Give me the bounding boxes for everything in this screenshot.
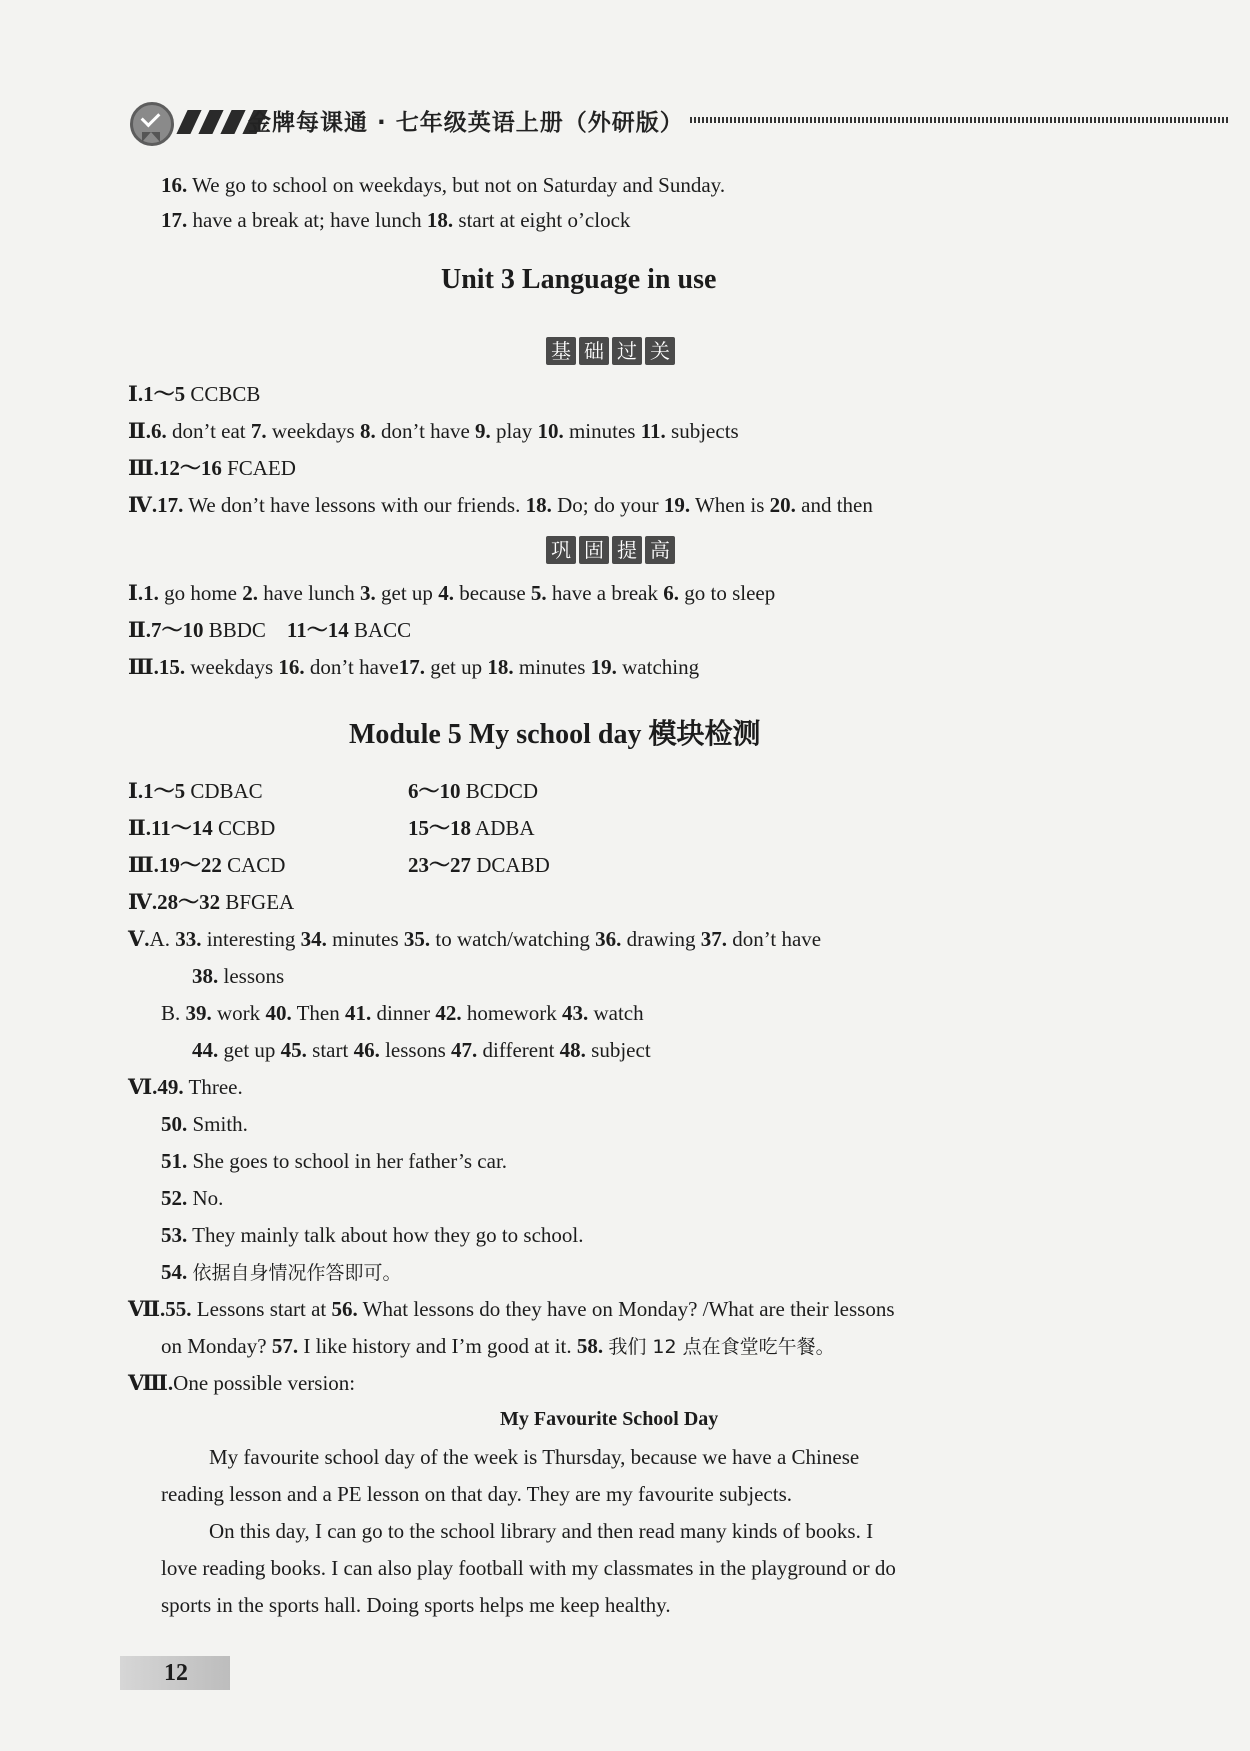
answer-line: 44. get up 45. start 46. lessons 47. different 48. subject: [192, 1038, 651, 1062]
answer-line: 6～10 BCDCD: [408, 779, 539, 803]
answer-line: Ⅵ.49. Three.: [128, 1075, 243, 1099]
answer-line: Ⅲ.19～22 CACD: [128, 853, 286, 877]
essay-line: My favourite school day of the week is Thursday, because we have a Chinese: [209, 1445, 860, 1469]
book-title: 金牌每课通 · 七年级英语上册（外研版）: [248, 110, 684, 136]
answer-line: Ⅴ.A. 33. interesting 34. minutes 35. to watch/watching 36. drawing 37. don’t have: [128, 927, 822, 951]
answer-line: Ⅳ.17. We don’t have lessons with our friends. 18. Do; do your 19. When is 20. and then: [128, 493, 873, 517]
unit-heading: Unit 3 Language in use: [441, 264, 717, 295]
page-number: 12: [164, 1660, 188, 1686]
answer-line: Ⅱ.11～14 CCBD: [128, 816, 276, 840]
essay-title: My Favourite School Day: [500, 1408, 719, 1430]
answer-line: on Monday? 57. I like history and I’m good at it. 58. 我们 12 点在食堂吃午餐。: [161, 1334, 835, 1358]
answer-line: Ⅷ.One possible version:: [128, 1371, 356, 1395]
module-heading: Module 5 My school day 模块检测: [349, 717, 761, 750]
essay-line: love reading books. I can also play football with my classmates in the playground or do: [161, 1556, 896, 1580]
ribbon-icon: [142, 132, 160, 142]
essay-line: On this day, I can go to the school library and then read many kinds of books. I: [209, 1519, 874, 1543]
answer-line: 51. She goes to school in her father’s car.: [161, 1149, 508, 1173]
answer-line: Ⅱ.7～10 BBDC 11～14 BACC: [128, 618, 412, 642]
answer-line: Ⅰ.1～5 CCBCB: [128, 382, 261, 406]
answer-line: 16. We go to school on weekdays, but not on Saturday and Sunday.: [161, 173, 726, 197]
answer-line: Ⅲ.12～16 FCAED: [128, 456, 296, 480]
essay-line: reading lesson and a PE lesson on that day. They are my favourite subjects.: [161, 1482, 793, 1506]
essay-line: sports in the sports hall. Doing sports helps me keep healthy.: [161, 1593, 671, 1617]
answer-line: Ⅲ.15. weekdays 16. don’t have17. get up 18. minutes 19. watching: [128, 655, 700, 679]
page-header: [120, 96, 1120, 150]
answer-line: Ⅳ.28～32 BFGEA: [128, 890, 295, 914]
answer-line: B. 39. work 40. Then 41. dinner 42. homework 43. watch: [161, 1001, 644, 1025]
answer-line: 50. Smith.: [161, 1112, 248, 1136]
header-rule: [690, 117, 1230, 123]
answer-line: 53. They mainly talk about how they go to school.: [161, 1223, 584, 1247]
answer-line: Ⅱ.6. don’t eat 7. weekdays 8. don’t have 9. play 10. minutes 11. subjects: [128, 419, 739, 443]
answer-line: 52. No.: [161, 1186, 224, 1210]
answer-line: 38. lessons: [192, 964, 285, 988]
answer-line: Ⅰ.1～5 CDBAC: [128, 779, 263, 803]
answer-line: 17. have a break at; have lunch 18. start at eight o’clock: [161, 208, 631, 232]
answer-line: 54. 依据自身情况作答即可。: [161, 1260, 402, 1284]
answer-line: 23～27 DCABD: [408, 853, 550, 877]
answer-line: Ⅶ.55. Lessons start at 56. What lessons do they have on Monday? /What are their lessons: [128, 1297, 895, 1321]
section-tag-basic: 基 础 过 关: [546, 337, 675, 365]
section-tag-improve: 巩 固 提 高: [546, 536, 675, 564]
answer-line: Ⅰ.1. go home 2. have lunch 3. get up 4. because 5. have a break 6. go to sleep: [128, 581, 776, 605]
answer-line: 15～18 ADBA: [408, 816, 535, 840]
